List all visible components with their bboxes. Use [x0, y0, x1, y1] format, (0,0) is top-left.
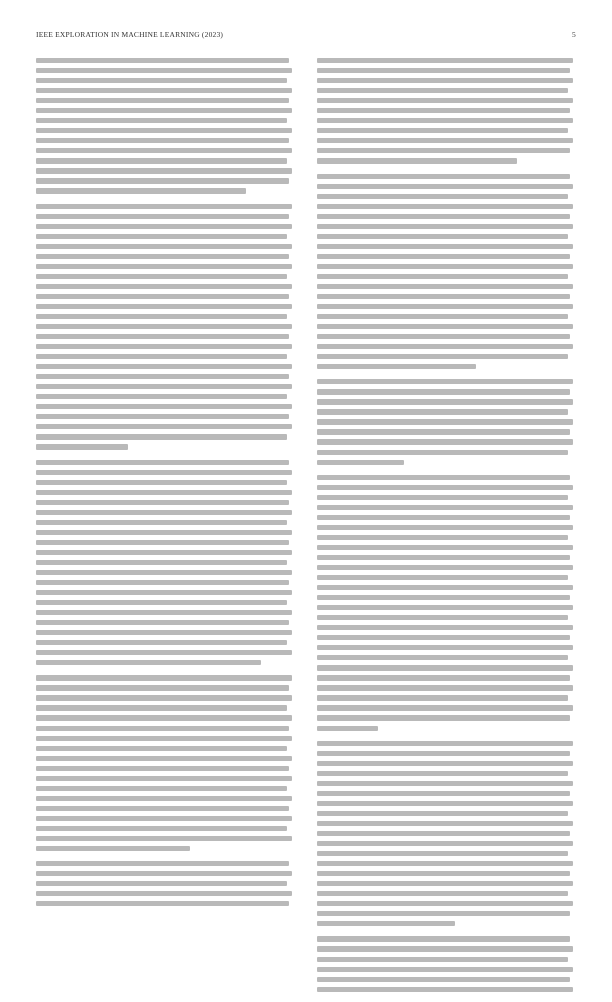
running-head — [36, 30, 576, 42]
paragraph-10 — [317, 741, 573, 927]
paragraph-5 — [36, 861, 292, 906]
paragraph-11 — [317, 936, 573, 991]
left-column — [36, 58, 292, 916]
journal-name: IEEE EXPLORATION IN MACHINE LEARNING (2023) — [36, 30, 224, 39]
paragraph-2 — [36, 204, 292, 450]
right-column — [317, 58, 573, 1002]
paragraph-9 — [317, 475, 573, 731]
paragraph-1 — [36, 58, 292, 194]
page-number: 5 — [572, 30, 576, 39]
paragraph-4 — [36, 675, 292, 851]
paragraph-6 — [317, 58, 573, 164]
paragraph-8 — [317, 379, 573, 464]
paragraph-3 — [36, 460, 292, 666]
paragraph-7 — [317, 174, 573, 370]
